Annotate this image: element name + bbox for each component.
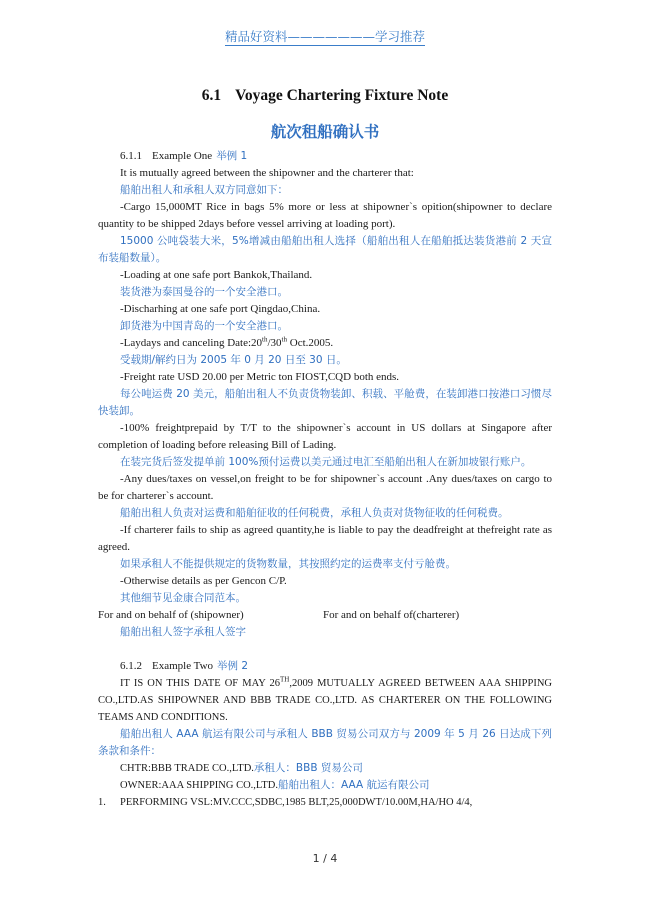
laydays-text-end: Oct.2005. [287, 337, 334, 349]
owner-cn: 船舶出租人：AAA 航运有限公司 [278, 779, 430, 791]
owner-en: OWNER:AAA SHIPPING CO.,LTD. [120, 780, 278, 791]
section-spacer [98, 641, 552, 658]
signature-row [98, 607, 552, 624]
section-title [0, 87, 650, 105]
deadfreight-clause-cn: 如果承租人不能提供规定的货物数量，其按照约定的运费率支付亏舱费。 [120, 558, 456, 570]
example-one-code: 6.1.1 [120, 150, 142, 162]
charterer-cn: 承租人：BBB 贸易公司 [253, 762, 363, 774]
deadfreight-clause: -If charterer fails to ship as agreed quantity,he is liable to pay the deadfreight at thefreight rate as agreed. [98, 524, 552, 553]
signature-shipowner: For and on behalf of (shipowner) [98, 609, 244, 621]
example-one-intro: It is mutually agreed between the shipowner and the charterer that: [120, 167, 414, 179]
dues-clause-cn: 船舶出租人负责对运费和船舶征收的任何税费，承租人负责对货物征收的任何税费。 [120, 507, 509, 519]
page-number: 1 / 4 [312, 852, 338, 865]
intro-text-start: IT IS ON THIS DATE OF MAY 26 [120, 678, 281, 689]
section-number: 6.1 [201, 87, 222, 104]
freight-clause-cn: 每公吨运费 20 美元，船舶出租人不负责货物装卸、积载、平舱费，在装卸港口按港口习惯尽快装卸。 [98, 388, 552, 417]
signature-cn: 船舶出租人签字承租人签字 [120, 626, 246, 638]
laydays-text-mid: /30 [267, 337, 282, 349]
header-banner [0, 27, 650, 45]
charterer-line [98, 760, 552, 777]
example-two-label-cn: 举例 2 [217, 660, 249, 672]
other-clause: -Otherwise details as per Gencon C/P. [120, 575, 287, 587]
charterer-en: CHTR:BBB TRADE CO.,LTD. [120, 763, 254, 774]
cargo-clause-cn: 15000 公吨袋装大米，5%增减由船舶出租人选择（船舶出租人在船舶抵达装货港前 2 天宣布装船数量）。 [98, 235, 552, 264]
laydays-text-start: -Laydays and canceling Date:20 [120, 337, 263, 349]
intro-sup: TH [280, 675, 290, 684]
example-one-label-cn: 举例 1 [216, 150, 248, 162]
cargo-clause: -Cargo 15,000MT Rice in bags 5% more or less at shipowner`s opition(shipowner to declare quantity to be shipped 2days before vessel arriving at loading port). [98, 201, 552, 230]
prepaid-clause-cn: 在装完货后签发提单前 100%预付运费以美元通过电汇至船舶出租人在新加坡银行账户。 [120, 456, 532, 468]
other-clause-cn: 其他细节见金康合同范本。 [120, 592, 246, 604]
freight-clause: -Freight rate USD 20.00 per Metric ton FIOST,CQD both ends. [120, 371, 400, 383]
section-title-cn: 航次租船确认书 [270, 123, 380, 141]
example-one-label: Example One [152, 150, 213, 162]
example-one-intro-cn: 船舶出租人和承租人双方同意如下： [120, 184, 288, 196]
loading-clause-cn: 装货港为泰国曼谷的一个安全港口。 [120, 286, 288, 298]
list-item-text: PERFORMING VSL:MV.CCC,SDBC,1985 BLT,25,000DWT/10.00M,HA/HO 4/4, [120, 797, 473, 808]
list-item-marker: 1. [98, 797, 106, 808]
example-two-intro-cn: 船舶出租人 AAA 航运有限公司与承租人 BBB 贸易公司双方与 2009 年 5 月 26 日达成下列条款和条件： [98, 728, 552, 757]
signature-charterer: For and on behalf of(charterer) [323, 609, 460, 621]
section-title-text: Voyage Chartering Fixture Note [235, 87, 449, 104]
example-two-intro [98, 675, 552, 726]
laydays-clause-cn: 受载期/解约日为 2005 年 0 月 20 日至 30 日。 [120, 354, 347, 366]
loading-clause: -Loading at one safe port Bankok,Thailand. [120, 269, 313, 281]
owner-line [98, 777, 552, 794]
laydays-sup-1: th [262, 335, 268, 344]
example-one-heading [98, 148, 552, 165]
laydays-sup-2: th [281, 335, 287, 344]
list-item [98, 794, 552, 811]
prepaid-clause: -100% freightprepaid by T/T to the shipowner`s account in US dollars at Singapore after completion of loading before releasing Bill of Lading. [98, 422, 552, 451]
document-body [98, 148, 552, 811]
laydays-clause [98, 335, 552, 352]
intro-text-end: ,2009 MUTUALLY AGREED BETWEEN AAA SHIPPING CO.,LTD.AS SHIPOWNER AND BBB TRADE CO.,LTD. AS CHARTERER ON THE FOLLOWING TEAMS AND CONDITIONS. [98, 678, 552, 723]
dues-clause: -Any dues/taxes on vessel,on freight to be for shipowner`s account .Any dues/taxes on cargo to be for charterer`s account. [98, 473, 552, 502]
example-two-label: Example Two [152, 660, 214, 672]
header-banner-text: 精品好资料———————学习推荐 [224, 29, 425, 44]
discharging-clause: -Discharhing at one safe port Qingdao,China. [120, 303, 321, 315]
example-two-code: 6.1.2 [120, 660, 142, 672]
discharging-clause-cn: 卸货港为中国青岛的一个安全港口。 [120, 320, 288, 332]
example-two-heading [98, 658, 552, 675]
